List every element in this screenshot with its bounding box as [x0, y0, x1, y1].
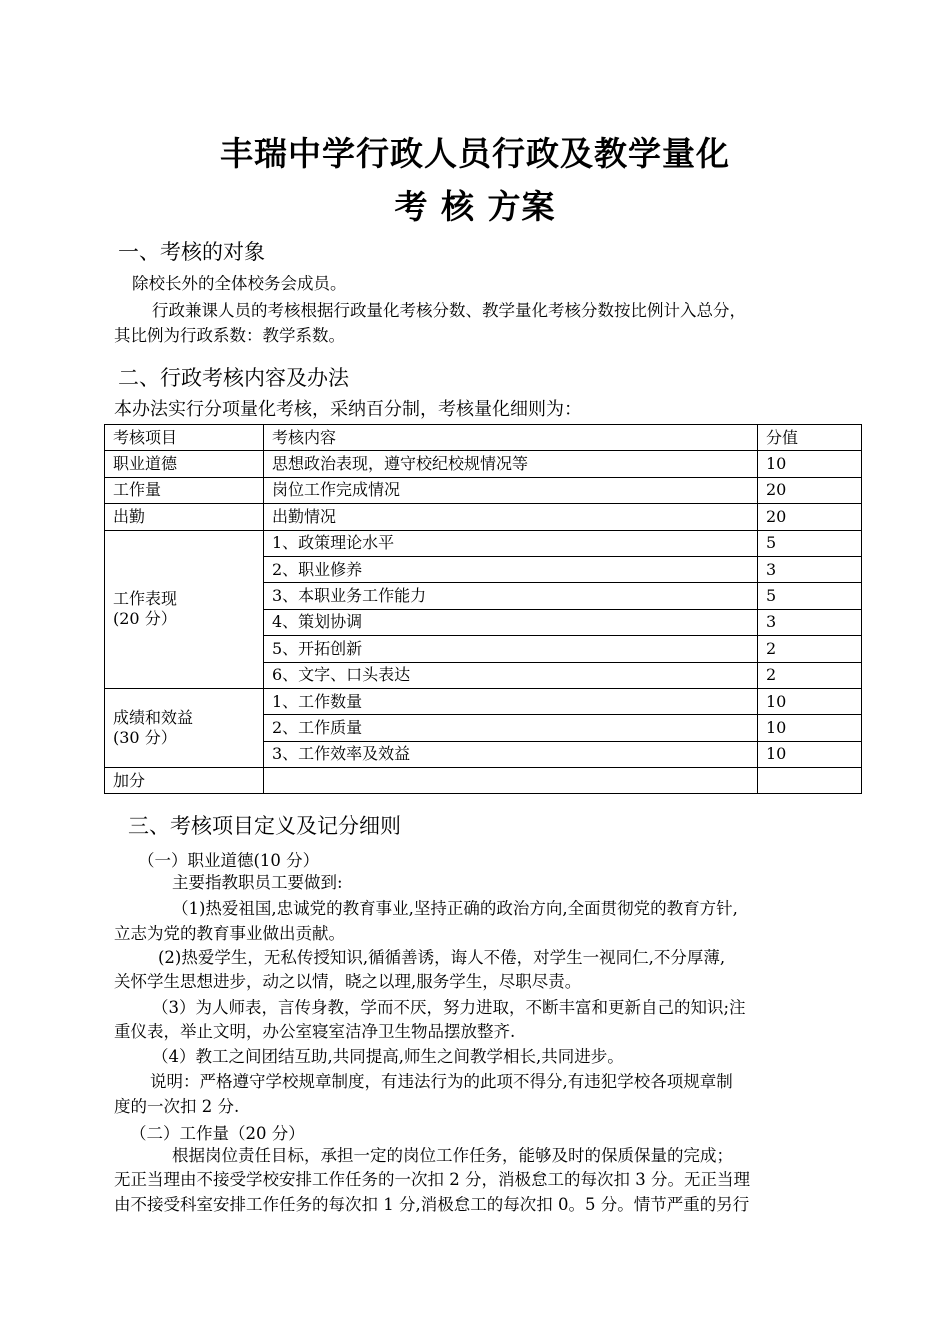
item-cell: 工作量: [105, 477, 264, 503]
section2-heading: 二、行政考核内容及办法: [118, 366, 349, 390]
content-cell: 3、本职业务工作能力: [264, 583, 758, 609]
item2-line2: 关怀学生思想进步，动之以情，晓之以理,服务学生，尽职尽责。: [114, 972, 582, 991]
table-header-row: [105, 425, 862, 451]
content-cell: 2、职业修养: [264, 556, 758, 582]
subsection1-intro: 主要指教职员工要做到:: [172, 873, 343, 892]
table-row: [105, 688, 862, 714]
content-cell: 1、政策理论水平: [264, 530, 758, 556]
content-cell: 1、工作数量: [264, 688, 758, 714]
score-cell: 2: [758, 662, 862, 688]
table-row: [105, 451, 862, 477]
score-cell: 2: [758, 636, 862, 662]
section1-paragraph1: 除校长外的全体校务会成员。: [132, 274, 347, 293]
subsection1-points: (10 分）: [253, 851, 320, 870]
subsection1-title: [138, 847, 319, 871]
document-title-line2: 考 核 方案: [394, 187, 556, 226]
subsection1-label: （一）职业道德: [138, 851, 254, 870]
header-score: 分值: [758, 425, 862, 451]
content-cell: 出勤情况: [264, 504, 758, 530]
item1-line2: 立志为党的教育事业做出贡献。: [114, 924, 345, 943]
table-row: [105, 768, 862, 794]
item2-line1: (2)热爱学生，无私传授知识,循循善诱，诲人不倦，对学生一视同仁,不分厚薄,: [158, 948, 726, 967]
content-cell: 4、策划协调: [264, 609, 758, 635]
score-cell: 10: [758, 451, 862, 477]
score-cell: 10: [758, 715, 862, 741]
item1-line1: （1)热爱祖国,忠诚党的教育事业,坚持正确的政治方向,全面贯彻党的教育方针,: [172, 899, 738, 918]
score-cell: 20: [758, 477, 862, 503]
subsection2-line1: 根据岗位责任目标，承担一定的岗位工作任务，能够及时的保质保量的完成；: [172, 1146, 733, 1165]
item3-line1: （3）为人师表，言传身教，学而不厌，努力进取，不断丰富和更新自己的知识;注: [152, 998, 746, 1017]
content-cell: 岗位工作完成情况: [264, 477, 758, 503]
section1-paragraph2-line2: 其比例为行政系数：教学系数。: [114, 326, 345, 345]
section2-intro: 本办法实行分项量化考核，采纳百分制，考核量化细则为：: [114, 399, 582, 420]
content-cell: 5、开拓创新: [264, 636, 758, 662]
document-title-line1: 丰瑞中学行政人员行政及教学量化: [220, 134, 730, 173]
subsection2-line3: 由不接受科室安排工作任务的每次扣 1 分,消极怠工的每次扣 0。5 分。情节严重的另行: [114, 1195, 750, 1214]
content-cell: 3、工作效率及效益: [264, 741, 758, 767]
table-row: [105, 530, 862, 556]
header-item: 考核项目: [105, 425, 264, 451]
score-cell: 10: [758, 741, 862, 767]
score-cell: 5: [758, 530, 862, 556]
score-cell: 5: [758, 583, 862, 609]
item-cell: 职业道德: [105, 451, 264, 477]
content-cell: 2、工作质量: [264, 715, 758, 741]
assessment-table: [104, 424, 862, 794]
section1-paragraph2-line1: 行政兼课人员的考核根据行政量化考核分数、教学量化考核分数按比例计入总分，: [152, 301, 746, 320]
subsection2-label: （二）工作量: [130, 1124, 229, 1143]
subsection2-title: [130, 1120, 305, 1144]
note-line1: 说明：严格遵守学校规章制度，有违法行为的此项不得分,有违犯学校各项规章制: [150, 1072, 733, 1091]
score-cell: 3: [758, 609, 862, 635]
note-line2: 度的一次扣 2 分.: [114, 1097, 240, 1116]
item4: （4）教工之间团结互助,共同提高,师生之间教学相长,共同进步。: [152, 1047, 624, 1066]
performance-label: 工作表现: [113, 589, 178, 609]
header-content: 考核内容: [264, 425, 758, 451]
section1-heading: 一、考核的对象: [118, 240, 265, 264]
score-cell: 3: [758, 556, 862, 582]
subsection2-line2: 无正当理由不接受学校安排工作任务的一次扣 2 分，消极怠工的每次扣 3 分。无正当理: [114, 1170, 750, 1189]
results-points: (30 分）: [113, 727, 177, 747]
table-row: [105, 477, 862, 503]
subsection2-points: （20 分）: [229, 1124, 305, 1143]
content-cell: [264, 768, 758, 794]
content-cell: 思想政治表现，遵守校纪校规情况等: [264, 451, 758, 477]
results-label: 成绩和效益: [113, 707, 194, 727]
score-cell: [758, 768, 862, 794]
table-row: [105, 504, 862, 530]
item3-line2: 重仪表，举止文明，办公室寝室洁净卫生物品摆放整齐.: [114, 1022, 516, 1041]
item-cell: 出勤: [105, 504, 264, 530]
item-cell: 加分: [105, 768, 264, 794]
content-cell: 6、文字、口头表达: [264, 662, 758, 688]
results-group-cell: [105, 688, 264, 767]
section3-heading: 三、考核项目定义及记分细则: [128, 814, 401, 838]
score-cell: 10: [758, 688, 862, 714]
performance-points: (20 分）: [113, 609, 177, 629]
score-cell: 20: [758, 504, 862, 530]
performance-group-cell: [105, 530, 264, 688]
